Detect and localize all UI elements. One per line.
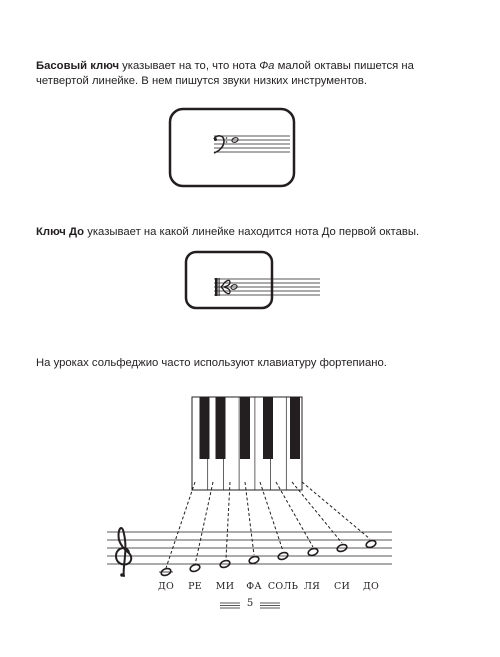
bass-clef-term: Басовый ключ: [36, 60, 120, 72]
bass-clef-text-2: малой октавы пишется на четвертой линейке. В нем пишутся звуки низких инструментов.: [36, 60, 414, 87]
bass-clef-icon: [214, 136, 227, 153]
note-label-mi: МИ: [215, 581, 235, 592]
note-label-do-high: ДО: [363, 581, 379, 592]
note-label-fa: ФА: [246, 581, 262, 592]
scale-notes: [159, 539, 377, 576]
note-label-si: СИ: [334, 581, 350, 592]
note-fa-italic: Фа: [259, 60, 275, 72]
key-to-note-connectors: [166, 482, 370, 568]
c-clef-text: указывает на какой линейке находится нота До первой октавы.: [84, 226, 420, 238]
bass-clef-frame: [170, 109, 294, 186]
piano-keyboard: [192, 397, 302, 490]
c-clef-paragraph: [36, 225, 466, 240]
c-clef-term: Ключ До: [36, 226, 85, 238]
treble-clef-icon: [116, 528, 131, 577]
bass-clef-text-1: указывает на то, что нота: [119, 60, 260, 72]
note-label-sol: СОЛЬ: [267, 581, 299, 592]
page-number: 5: [242, 598, 258, 609]
page-footer: [0, 598, 500, 609]
keyboard-paragraph: [36, 356, 466, 371]
note-label-re: РЕ: [188, 581, 202, 592]
note-label-la: ЛЯ: [304, 581, 320, 592]
keyboard-text: На уроках сольфеджио часто используют клавиатуру фортепиано.: [36, 357, 387, 369]
bass-staff: [214, 136, 290, 152]
note-label-do: ДО: [158, 581, 174, 592]
